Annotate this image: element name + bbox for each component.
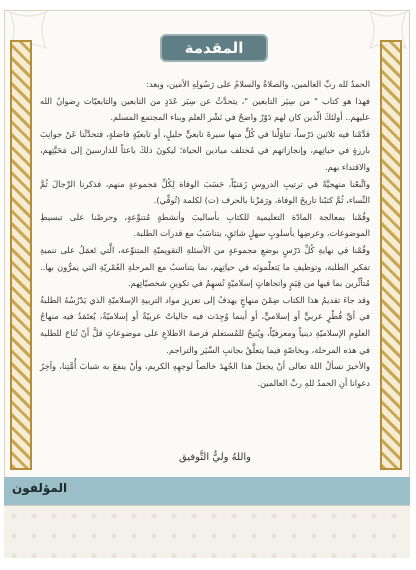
title-banner [160,34,268,62]
paragraph: قدَّمْنا فيه ثلاثين دَرْساً، تناوَلْنا في كُلٍّ منها سيرةَ تابعيٍّ جليلٍ، أو تابعيّةٍ فاضلةٍ، فتحدَّثْنا عَنْ جوانِبَ بارزةٍ في حياتِهم، وإنجازاتهم في مُختلف ميادين الحياة؛ ليكونَ ذلكَ باعثاً للدارسينَ إلى مَحَبَّتِهم، والاقتداء بهم. [40,128,370,172]
decorative-border-left [10,40,32,470]
closing-line: واللهُ وليُّ التَّوفيق [178,452,252,463]
page-title: المقدمة [184,39,244,57]
paragraph: وقُمْنا بمعالجة المادّة التعليمية للكتابِ بأساليبَ وأنشطةٍ مُتنوِّعةٍ، وحرصْنا على تبسيطِ الموضوعات، وعرضِها بأسلوبٍ سهلٍ شائقٍ، يتناسَبُ مع قدرات الطلبة. [40,211,370,239]
authors-label: المؤلفون [12,481,68,495]
paragraph: واتَّبعْنا منهجيَّةً في ترتيبِ الدروسِ زَمَنيّاً، حَسَبَ الوفاة لِكُلِّ مَجموعةٍ منهم، فذكرنا الرِّجالَ ثُمَّ النِّساء، ثُمَّ كتبْنا تاريخَ الوفاة، ورَمَزْنا بالحرف (ت) لكلمة (تُوفِّي). [40,178,370,206]
paragraph: وقد جاءَ تقديمُ هذا الكتاب ضِمْنَ منهاجٍ يهدفُ إلى تعزيزِ مواد التربيةِ الإسلاميّةِ الذي يَدْرُسُهُ الطلبةُ في أيِّ قُطْرٍ عربيٍّ أو إسلاميٍّ، أو أينما وُجِدَت فيه جالياتٌ عربيّةٌ أو إسلاميّةٌ، يُعتَمَدُ فيه منهاجُ العلومِ الإسلاميّةِ دينياً ومعرفيّاً، ويُتيحُ للمُستعلم فرصةَ الاطلاعِ على موضوعاتٍ قلَّ أنْ تُتاحَ للطلبة في هذه المرحلة، وبخاصّةٍ فيما يتعلَّقُ بجانبِ السِّيَر والتراجم. [40,294,370,355]
authors-band [4,477,410,505]
decorative-border-right [380,40,402,470]
bottom-decoration [4,505,410,558]
paragraph: الحمدُ لله ربِّ العالمين، والصلاةُ والسلامُ على رَسُولِهِ الأمين، وبعد: [146,79,370,89]
paragraph: وقُمْنا في نهايةِ كُلِّ دَرْسٍ بوضعِ مجموعةٍ من الأسئلةِ التقويميّةِ المتنوِّعة، الَّتي تَعمَلُ على تنميةِ تفكيرِ الطلبة، وتوظيفِ ما يَتعلّمونَه في حياتِهم، بما يتناسبُ مع المرحلةِ العُمْريّةِ التي يمرُّون بها.. مُتأثِّرين بما فيها من قِيَمٍ واتجاهاتٍ إسلاميّةٍ تُسهِمُ في تكوينِ شخصيّاتِهم. [40,244,370,289]
paragraph: والأخيرَ نسألُ اللهَ تعالى أنْ يجعلَ هذا الجُهدَ خالصاً لوجهِهِ الكريم، وأنْ ينفعَ به شبابَ أُمَّتِنا، وآخِرُ دعوانا أنِ الحمدُ للهِ ربِّ العالمين. [40,361,370,388]
paragraph: فهذا هو كتاب " من سِيَر التابعين "، يتحدَّثُ عن سِيَر عَدَدٍ من التابعين والتابعيّات رِضوانُ الله عليهم.. أولئكَ الّذين كان لهم دَوْرٌ واضحٌ في نَشْر العلم وبناء المجتمع المسلم. [40,95,370,123]
intro-text [40,76,370,446]
